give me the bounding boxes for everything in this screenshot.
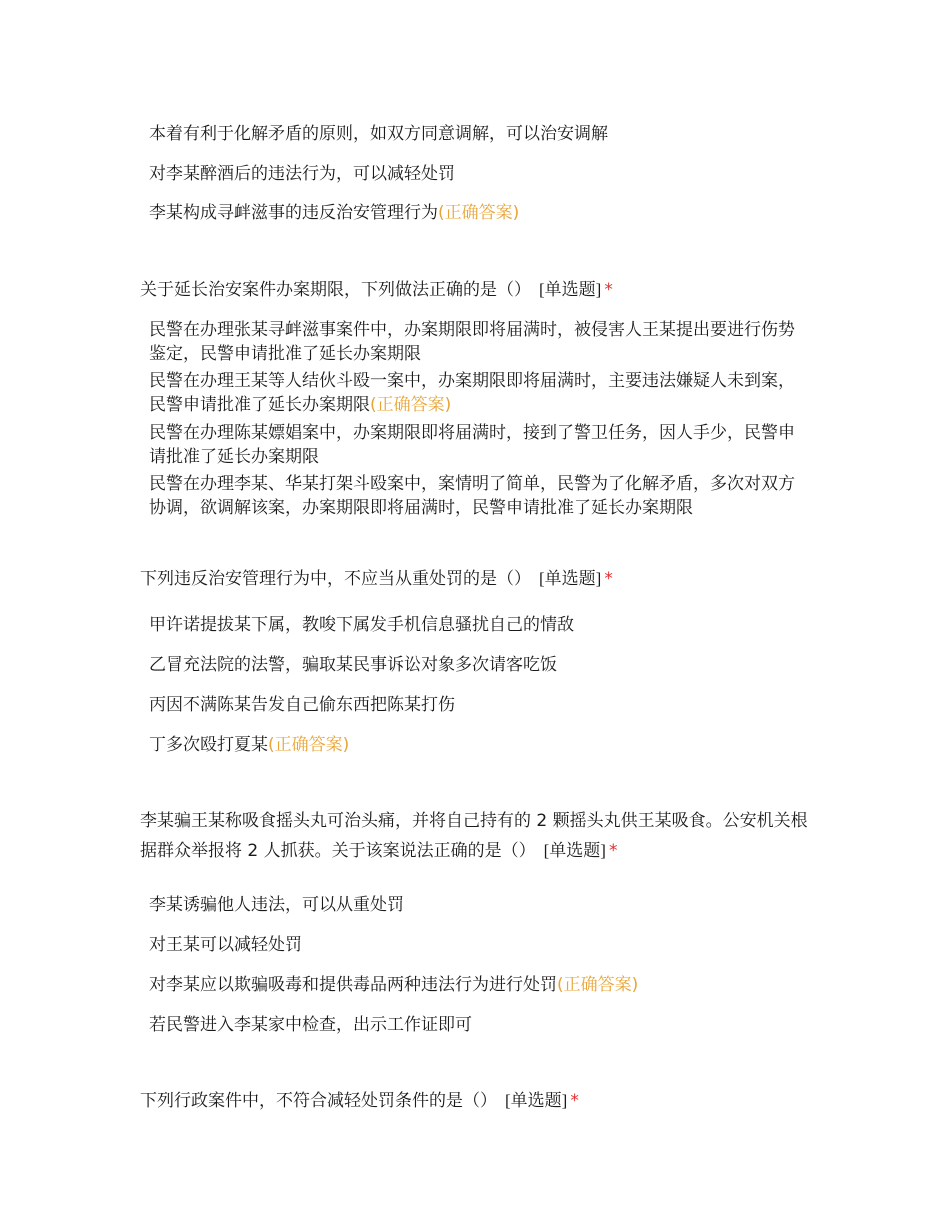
- option-item[interactable]: [149, 973, 809, 997]
- question-type: [单选题]: [543, 841, 606, 860]
- option-text[interactable]: 丁多次殴打夏某: [149, 735, 268, 755]
- option-item[interactable]: [149, 693, 809, 717]
- option-item[interactable]: [149, 472, 809, 520]
- option-text[interactable]: 李某诱骗他人违法，可以从重处罚: [149, 895, 404, 915]
- question-title: [140, 1086, 820, 1116]
- question-type: [单选题]: [505, 1091, 568, 1110]
- question-type: [单选题]: [539, 569, 602, 588]
- option-item[interactable]: [149, 933, 809, 957]
- question-title: [140, 564, 820, 594]
- option-text[interactable]: 本着有利于化解矛盾的原则，如双方同意调解，可以治安调解: [149, 124, 608, 144]
- option-item[interactable]: [149, 318, 809, 366]
- question-text: 下列违反治安管理行为中，不应当从重处罚的是（）: [140, 569, 531, 589]
- option-item[interactable]: [149, 653, 809, 677]
- option-item[interactable]: [149, 613, 809, 637]
- required-marker: *: [604, 280, 613, 300]
- option-text[interactable]: 对李某醉酒后的违法行为，可以减轻处罚: [149, 164, 455, 184]
- option-text[interactable]: 民警在办理张某寻衅滋事案件中，办案期限即将届满时，被侵害人王某提出要进行伤势鉴定，民警申请批准了延长办案期限: [149, 320, 795, 364]
- correct-answer-tag: (正确答案): [370, 395, 452, 415]
- question-type: [单选题]: [539, 280, 602, 299]
- option-text[interactable]: 对王某可以减轻处罚: [149, 935, 302, 955]
- required-marker: *: [608, 841, 618, 861]
- option-text[interactable]: 李某构成寻衅滋事的违反治安管理行为: [149, 203, 438, 223]
- correct-answer-tag: (正确答案): [268, 735, 350, 755]
- option-text[interactable]: 若民警进入李某家中检查，出示工作证即可: [149, 1015, 472, 1035]
- option-text[interactable]: 乙冒充法院的法警，骗取某民事诉讼对象多次请客吃饭: [149, 655, 557, 675]
- option-item[interactable]: [149, 369, 809, 417]
- option-item[interactable]: [149, 893, 809, 917]
- correct-answer-tag: (正确答案): [557, 975, 639, 995]
- question-text: 下列行政案件中，不符合减轻处罚条件的是（）: [140, 1091, 497, 1111]
- option-text[interactable]: 民警在办理李某、华某打架斗殴案中，案情明了简单，民警为了化解矛盾，多次对双方协调，欲调解该案，办案期限即将届满时，民警申请批准了延长办案期限: [149, 474, 795, 518]
- option-item[interactable]: [149, 201, 809, 225]
- option-text[interactable]: 甲许诺提拔某下属，教唆下属发手机信息骚扰自己的情敌: [149, 615, 574, 635]
- required-marker: *: [604, 569, 613, 589]
- option-item[interactable]: [149, 162, 809, 186]
- question-text: 关于延长治安案件办案期限，下列做法正确的是（）: [140, 280, 531, 300]
- question-title: [140, 275, 820, 305]
- question-title: [140, 806, 820, 866]
- option-item[interactable]: [149, 421, 809, 469]
- option-item[interactable]: [149, 122, 809, 146]
- option-text[interactable]: 民警在办理陈某嫖娼案中，办案期限即将届满时，接到了警卫任务，因人手少，民警申请批准了延长办案期限: [149, 423, 795, 467]
- correct-answer-tag: (正确答案): [438, 203, 520, 223]
- option-item[interactable]: [149, 1013, 809, 1037]
- option-text[interactable]: 民警在办理王某等人结伙斗殴一案中，办案期限即将届满时，主要违法嫌疑人未到案，民警申请批准了延长办案期限: [149, 371, 795, 415]
- required-marker: *: [570, 1091, 579, 1111]
- option-item[interactable]: [149, 733, 809, 757]
- option-text[interactable]: 丙因不满陈某告发自己偷东西把陈某打伤: [149, 695, 455, 715]
- option-text[interactable]: 对李某应以欺骗吸毒和提供毒品两种违法行为进行处罚: [149, 975, 557, 995]
- question-text: 李某骗王某称吸食摇头丸可治头痛，并将自己持有的 2 颗摇头丸供王某吸食。公安机关根据群众举报将 2 人抓获。关于该案说法正确的是（）: [140, 811, 808, 861]
